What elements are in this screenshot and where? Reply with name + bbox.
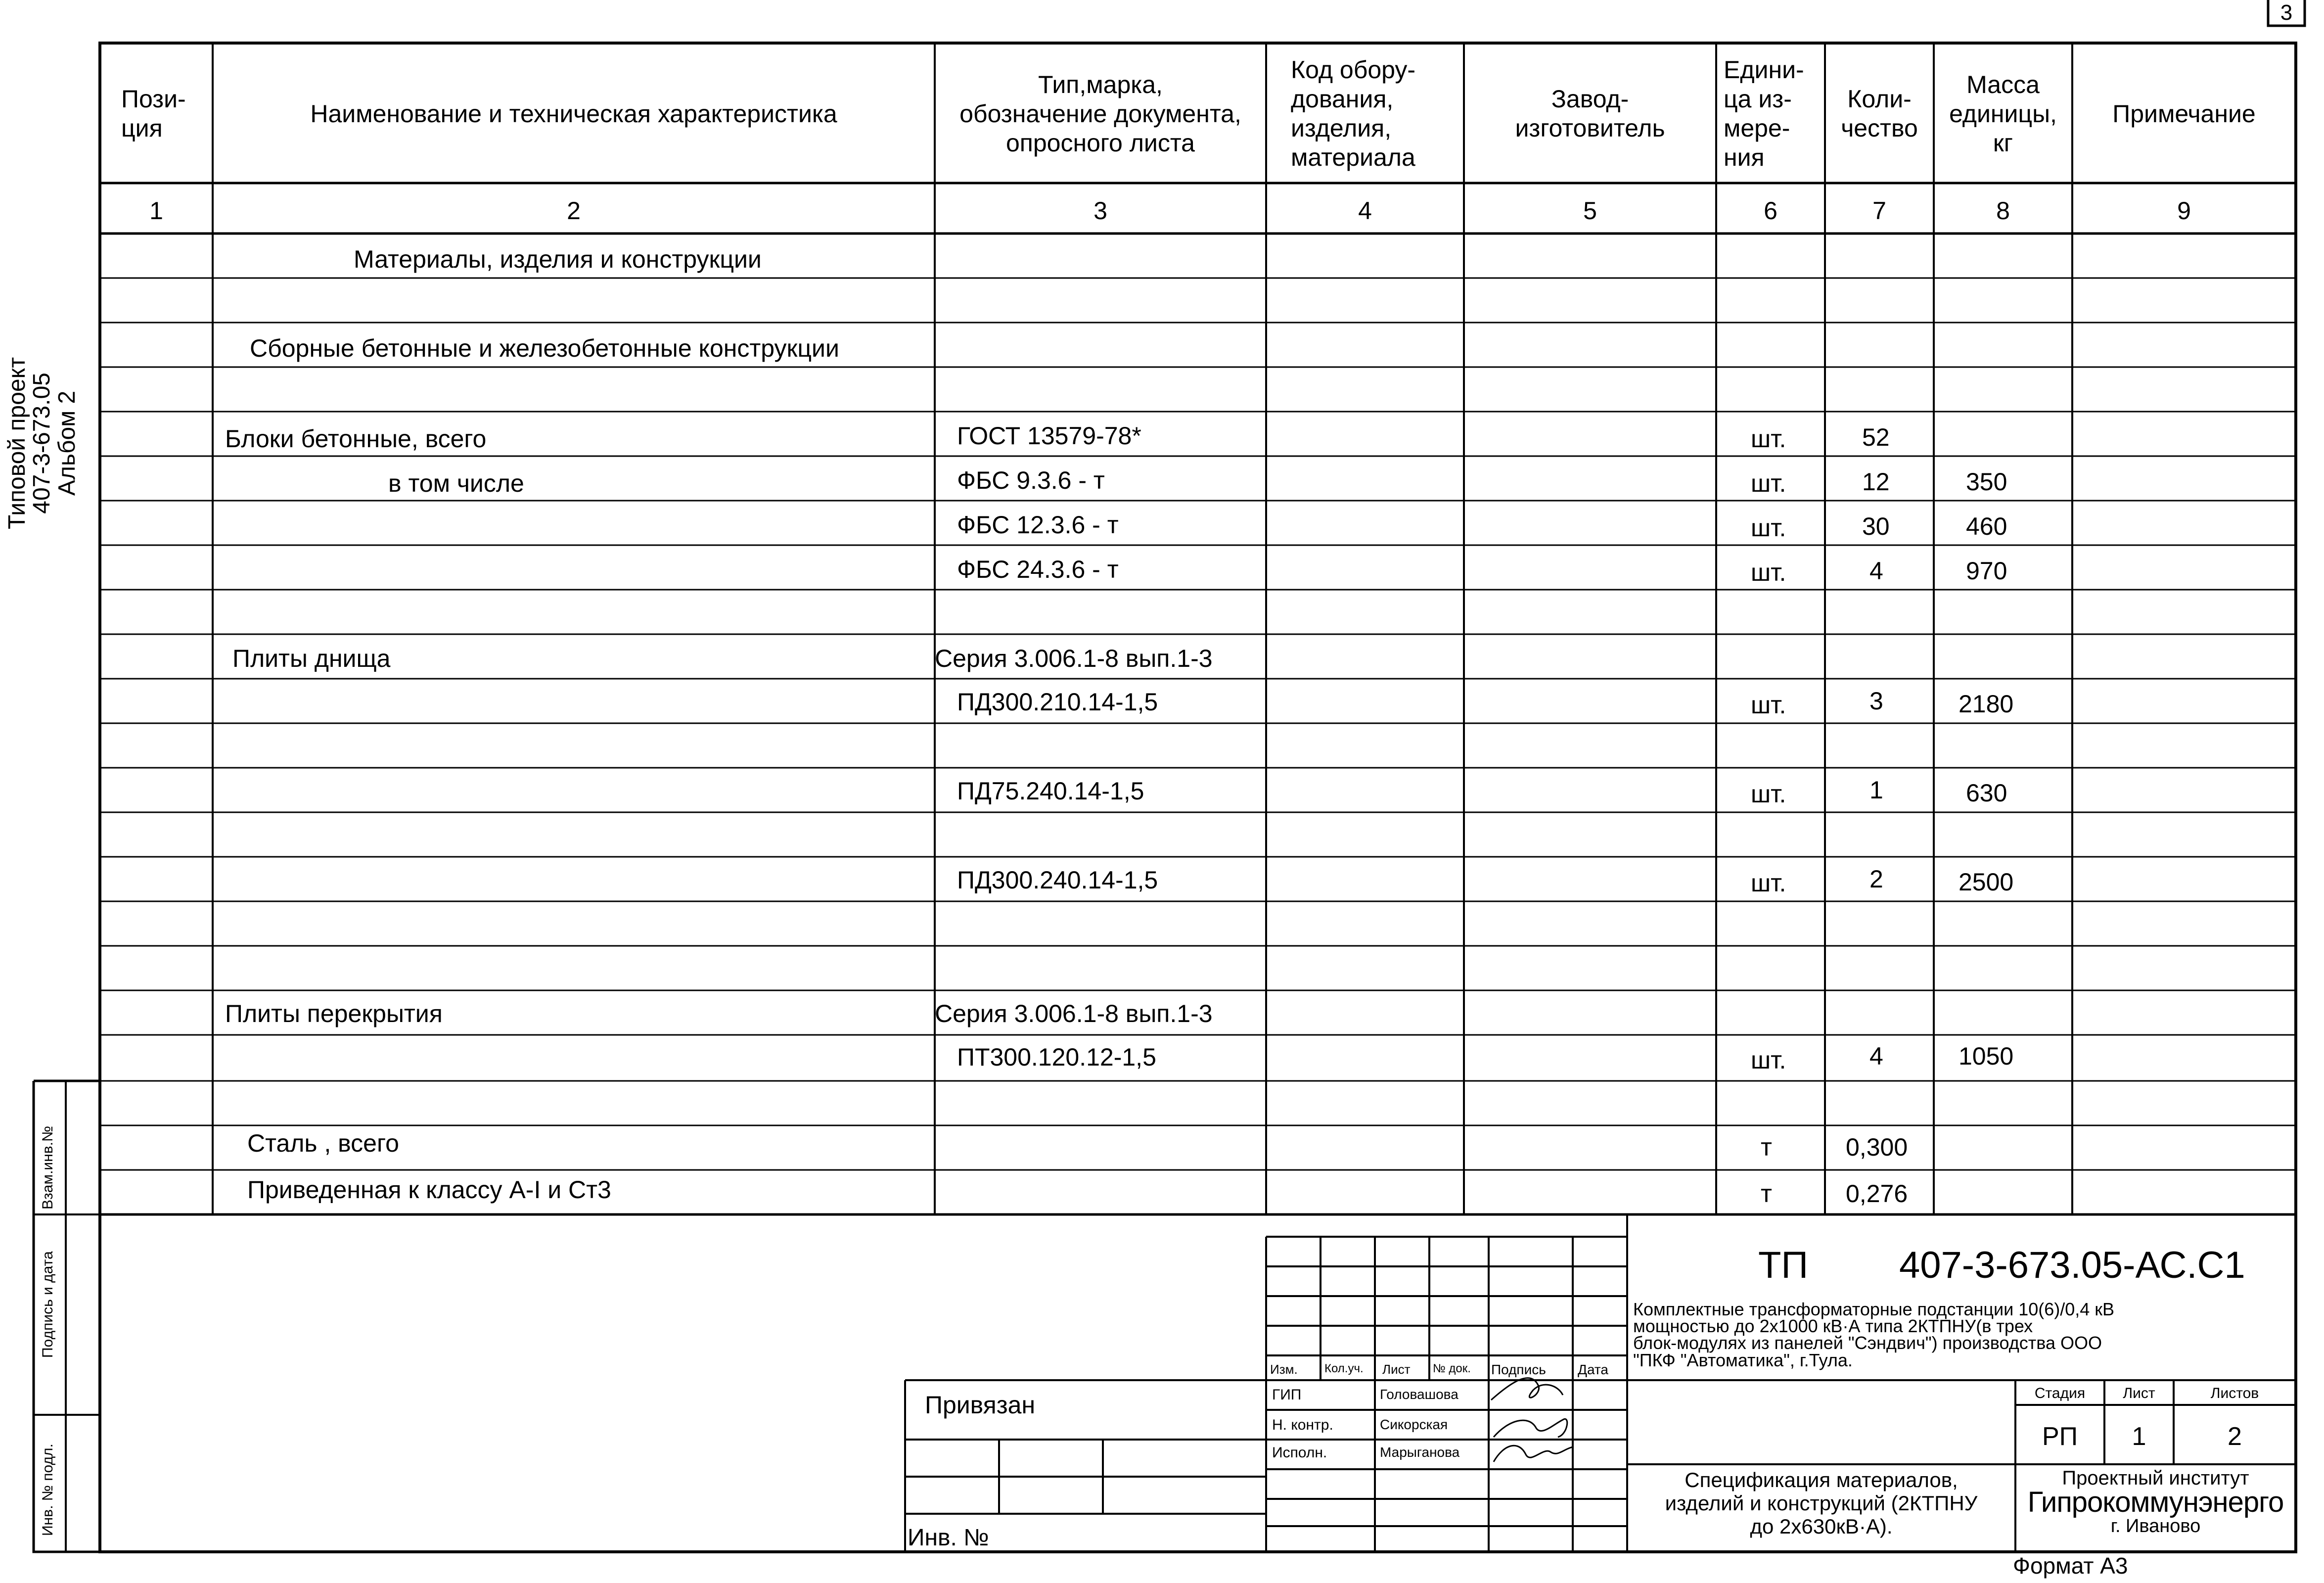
row-qty: 52 [1862, 423, 1890, 451]
column-number-5: 5 [1583, 197, 1597, 225]
stamp-role-executor: Исполн. [1272, 1444, 1327, 1461]
row-type: ПД300.240.14-1,5 [957, 866, 1158, 894]
row-qty: 4 [1869, 557, 1883, 585]
stamp-project-title [1633, 1301, 2114, 1369]
stamp-doc-title-line-2: изделий и конструкций (2КТПНУ [1665, 1491, 1978, 1515]
stamp-col-sheet: Лист [1382, 1362, 1411, 1377]
stamp-sheet-header: Лист [2123, 1385, 2155, 1401]
row-qty: 4 [1869, 1042, 1883, 1070]
row-unit: т [1761, 1180, 1772, 1208]
stamp-col-signature: Подпись [1491, 1362, 1546, 1377]
row-type: ГОСТ 13579-78* [957, 422, 1141, 450]
row-mass: 2500 [1959, 868, 2014, 896]
header-name: Наименование и техническая характеристика [310, 99, 837, 128]
column-number-1: 1 [149, 197, 163, 225]
side-stamp-replace-inv: Взам.инв.№ [40, 1125, 56, 1210]
row-type: Серия 3.006.1-8 вып.1-3 [935, 1000, 1213, 1027]
stamp-organization [2015, 1468, 2296, 1536]
format-label: Формат А3 [2013, 1553, 2128, 1579]
row-type: ПД75.240.14-1,5 [957, 777, 1144, 805]
row-unit: шт. [1751, 514, 1786, 542]
column-number-3: 3 [1094, 197, 1107, 225]
row-qty: 2 [1869, 865, 1883, 893]
column-number-4: 4 [1358, 197, 1372, 225]
row-mass: 350 [1966, 468, 2007, 496]
side-project-line-2: 407-3-673.05 [29, 372, 55, 514]
row-type: Серия 3.006.1-8 вып.1-3 [935, 645, 1213, 672]
header-unit: Едини- ца из- мере- ния [1724, 56, 1804, 171]
row-qty: 0,300 [1846, 1133, 1908, 1161]
row-name: Сталь , всего [247, 1129, 399, 1157]
row-mass: 2180 [1959, 690, 2014, 718]
row-qty: 30 [1862, 512, 1890, 540]
stamp-bound-label: Привязан [925, 1391, 1036, 1419]
stamp-project-title-line-3: блок-модулях из панелей "Сэндвич") производства ООО [1633, 1333, 2102, 1353]
column-number-6: 6 [1764, 197, 1777, 225]
stamp-role-chief: ГИП [1272, 1387, 1302, 1403]
row-name: Сборные бетонные и железобетонные конструкции [250, 334, 839, 362]
row-unit: шт. [1751, 469, 1786, 497]
row-name: Приведенная к классу А-I и Ст3 [247, 1176, 611, 1204]
side-stamp-signature-date: Подпись и дата [40, 1251, 56, 1358]
stamp-name-chief: Головашова [1380, 1387, 1458, 1402]
row-mass: 1050 [1959, 1042, 2014, 1070]
header-note: Примечание [2112, 99, 2256, 128]
column-number-2: 2 [567, 197, 581, 225]
stamp-project-title-line-2: мощностью до 2х1000 кВ·А типа 2КТПНУ(в трех [1633, 1316, 2033, 1337]
header-position: Пози- ция [121, 85, 186, 142]
stamp-project-title-line-4: "ПКФ "Автоматика", г.Тула. [1633, 1350, 1853, 1370]
column-number-9: 9 [2177, 197, 2191, 225]
row-type: ФБС 9.3.6 - т [957, 466, 1105, 494]
stamp-project-title-line-1: Комплектные трансформаторные подстанции 10(6)/0,4 кВ [1633, 1299, 2115, 1319]
row-unit: шт. [1751, 869, 1786, 897]
header-type: Тип,марка, обозначение документа, опросного листа [959, 70, 1241, 157]
column-number-7: 7 [1872, 197, 1886, 225]
row-unit: шт. [1751, 780, 1786, 808]
header-code: Код обору- дования, изделия, материала [1291, 56, 1416, 171]
row-unit: шт. [1751, 559, 1786, 586]
row-name: Плиты перекрытия [225, 1000, 443, 1027]
stamp-name-executor: Марыганова [1380, 1444, 1460, 1460]
row-mass: 460 [1966, 512, 2007, 540]
row-type: ПТ300.120.12-1,5 [957, 1043, 1156, 1071]
row-name: Материалы, изделия и конструкции [354, 245, 762, 273]
stamp-org-line-3: г. Иваново [2110, 1516, 2201, 1536]
row-qty: 1 [1869, 776, 1883, 804]
header-quantity: Коли- чество [1841, 85, 1918, 142]
side-stamp-inv-original: Инв. № подл. [40, 1443, 56, 1536]
stamp-col-date: Дата [1578, 1362, 1609, 1377]
side-project-line-3: Альбом 2 [53, 390, 80, 496]
row-qty: 3 [1869, 687, 1883, 715]
column-number-8: 8 [1996, 197, 2010, 225]
stamp-stage: РП [2042, 1422, 2078, 1451]
header-manufacturer: Завод- изготовитель [1515, 85, 1665, 142]
row-qty: 12 [1862, 468, 1890, 496]
stamp-role-norm-control: Н. контр. [1272, 1417, 1333, 1433]
row-unit: шт. [1751, 691, 1786, 719]
side-project-label [5, 357, 80, 529]
row-type: ФБС 12.3.6 - т [957, 511, 1119, 539]
row-type: ФБС 24.3.6 - т [957, 556, 1119, 583]
stamp-col-count: Кол.уч. [1324, 1362, 1364, 1375]
stamp-code-prefix: ТП [1758, 1244, 1809, 1286]
stamp-doc-title-line-1: Спецификация материалов, [1685, 1468, 1958, 1491]
row-mass: 630 [1966, 779, 2007, 807]
stamp-name-norm-control: Сикорская [1380, 1417, 1448, 1432]
row-unit: шт. [1751, 1046, 1786, 1074]
row-unit: шт. [1751, 425, 1786, 453]
row-qty: 0,276 [1846, 1180, 1908, 1208]
row-unit: т [1761, 1133, 1772, 1161]
stamp-stage-header: Стадия [2034, 1385, 2086, 1401]
header-mass: Масса единицы, кг [1949, 70, 2057, 157]
row-mass: 970 [1966, 557, 2007, 585]
stamp-org-line-1: Проектный институт [2062, 1467, 2249, 1489]
stamp-sheet: 1 [2132, 1422, 2146, 1451]
stamp-code: 407-3-673.05-АС.С1 [1899, 1244, 2245, 1286]
side-project-line-1: Типовой проект [4, 357, 30, 529]
row-name: Блоки бетонные, всего [225, 425, 487, 453]
stamp-sheets-header: Листов [2210, 1385, 2259, 1401]
row-name: в том числе [388, 469, 524, 497]
sheet-number: 3 [2280, 0, 2293, 25]
stamp-col-doc: № док. [1433, 1362, 1471, 1375]
row-name: Плиты днища [232, 645, 391, 672]
row-type: ПД300.210.14-1,5 [957, 688, 1158, 716]
stamp-inv-label: Инв. № [908, 1525, 989, 1551]
stamp-doc-title [1627, 1468, 2015, 1538]
stamp-col-change: Изм. [1270, 1362, 1298, 1377]
stamp-sheets: 2 [2228, 1422, 2242, 1451]
stamp-doc-title-line-3: до 2х630кВ·А). [1750, 1515, 1893, 1538]
stamp-org-line-2: Гипрокоммунэнерго [2027, 1486, 2284, 1518]
